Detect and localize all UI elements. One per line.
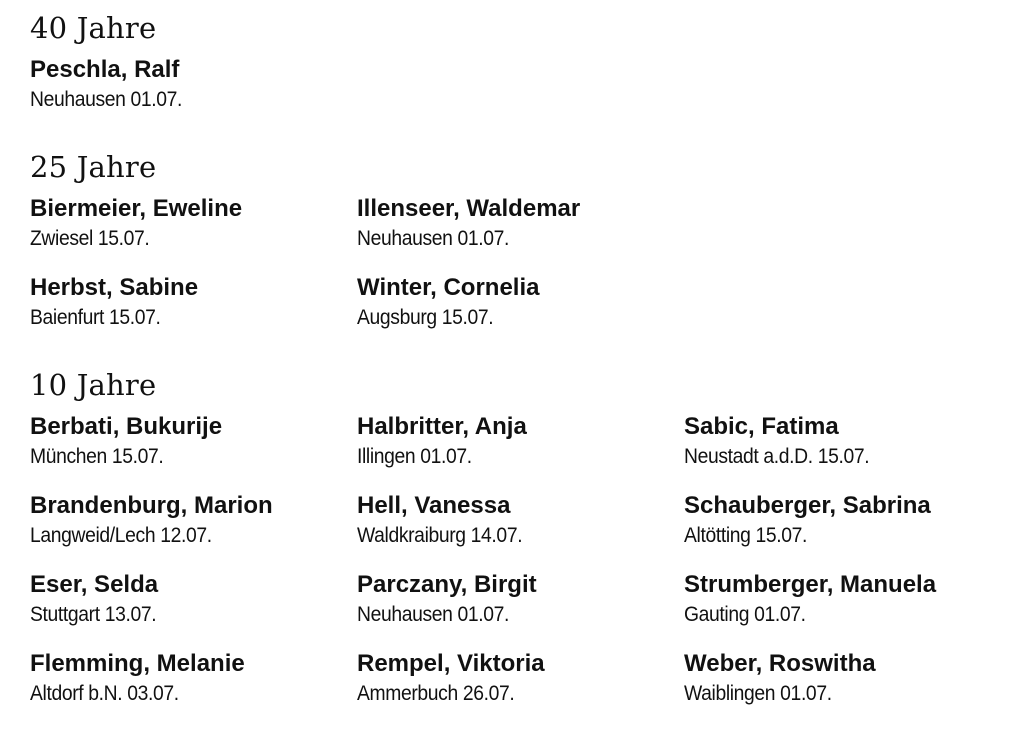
person-name: Flemming, Melanie (30, 650, 245, 677)
list-item (30, 194, 350, 254)
list-item (30, 55, 350, 115)
person-name: Illenseer, Waldemar (357, 195, 581, 222)
person-name: Eser, Selda (30, 571, 159, 598)
list-item (684, 649, 1004, 709)
list-item (357, 412, 677, 472)
person-place-date: Ammerbuch 26.07. (357, 682, 515, 705)
person-place-date: Waiblingen 01.07. (684, 682, 832, 705)
section-heading-40: 40 Jahre (30, 11, 157, 45)
list-item (30, 649, 350, 709)
list-item (684, 412, 1004, 472)
section-heading-10: 10 Jahre (30, 368, 157, 402)
person-name: Weber, Roswitha (684, 650, 876, 677)
person-name: Strumberger, Manuela (684, 571, 937, 598)
list-item (30, 491, 350, 551)
person-name: Peschla, Ralf (30, 56, 180, 83)
list-item (357, 194, 677, 254)
person-name: Halbritter, Anja (357, 413, 527, 440)
person-place-date: Stuttgart 13.07. (30, 603, 157, 626)
person-place-date: Waldkraiburg 14.07. (357, 524, 523, 547)
list-item (30, 273, 350, 333)
person-name: Sabic, Fatima (684, 413, 839, 440)
list-item (357, 649, 677, 709)
list-item (357, 491, 677, 551)
person-name: Rempel, Viktoria (357, 650, 545, 677)
person-place-date: Baienfurt 15.07. (30, 306, 161, 329)
list-item (357, 570, 677, 630)
person-name: Schauberger, Sabrina (684, 492, 931, 519)
person-place-date: Langweid/Lech 12.07. (30, 524, 212, 547)
list-item (684, 570, 1004, 630)
person-name: Parczany, Birgit (357, 571, 537, 598)
person-place-date: Zwiesel 15.07. (30, 227, 150, 250)
list-item (30, 570, 350, 630)
person-name: Brandenburg, Marion (30, 492, 273, 519)
person-name: Biermeier, Eweline (30, 195, 243, 222)
person-place-date: Augsburg 15.07. (357, 306, 494, 329)
person-place-date: Gauting 01.07. (684, 603, 806, 626)
person-place-date: Altötting 15.07. (684, 524, 808, 547)
list-item (357, 273, 677, 333)
person-place-date: Illingen 01.07. (357, 445, 472, 468)
person-name: Herbst, Sabine (30, 274, 199, 301)
person-name: Berbati, Bukurije (30, 413, 223, 440)
person-place-date: Altdorf b.N. 03.07. (30, 682, 179, 705)
section-heading-25: 25 Jahre (30, 150, 157, 184)
person-name: Winter, Cornelia (357, 274, 540, 301)
person-place-date: München 15.07. (30, 445, 164, 468)
person-place-date: Neuhausen 01.07. (30, 88, 183, 111)
person-place-date: Neustadt a.d.D. 15.07. (684, 445, 870, 468)
list-item (30, 412, 350, 472)
person-name: Hell, Vanessa (357, 492, 511, 519)
person-place-date: Neuhausen 01.07. (357, 603, 510, 626)
list-item (684, 491, 1004, 551)
person-place-date: Neuhausen 01.07. (357, 227, 510, 250)
